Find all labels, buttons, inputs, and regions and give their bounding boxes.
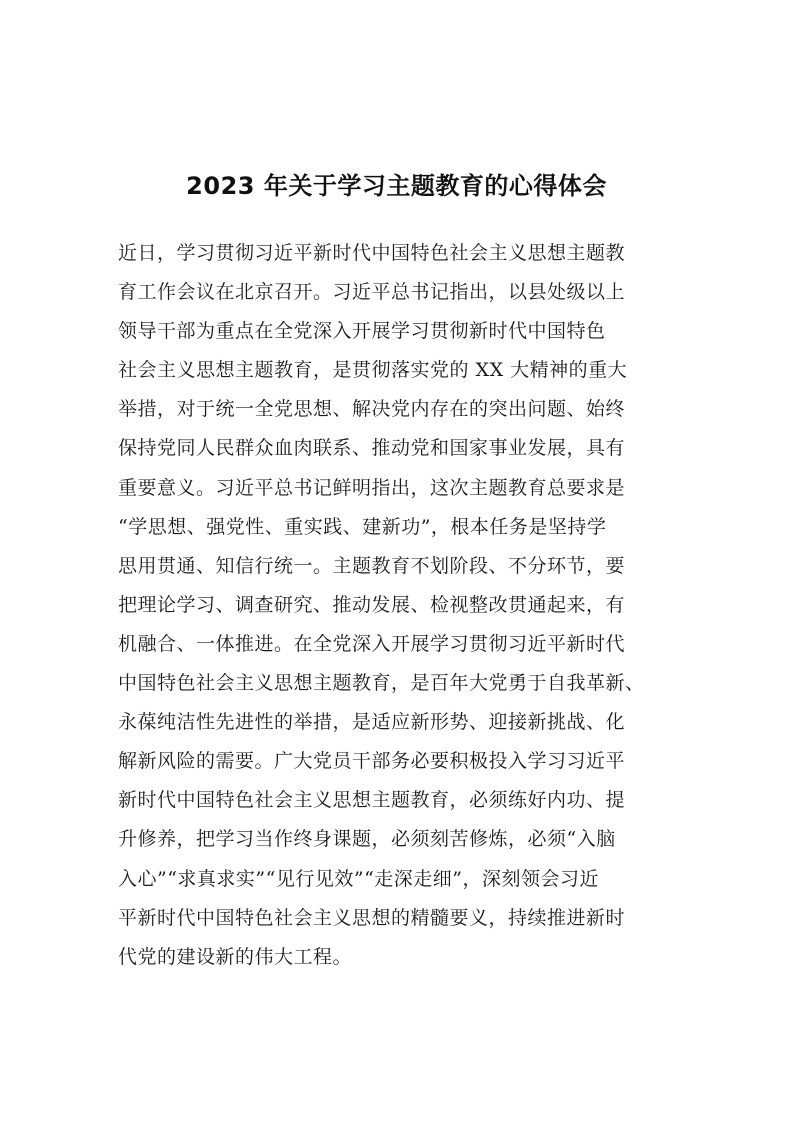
body-line: 社会主义思想主题教育，是贯彻落实党的 XX 大精神的重大 <box>118 359 628 382</box>
body-line: 中国特色社会主义思想主题教育，是百年大党勇于自我革新、 <box>118 672 645 695</box>
body-line: 升修养，把学习当作终身课题，必须刻苦修炼，必须“入脑 <box>118 828 616 851</box>
body-line: 保持党同人民群众血肉联系、推动党和国家事业发展，具有 <box>118 437 626 460</box>
body-line: 领导干部为重点在全党深入开展学习贯彻新时代中国特色 <box>118 320 606 343</box>
body-line: 把理论学习、调查研究、推动发展、检视整改贯通起来，有 <box>118 593 626 616</box>
document-body <box>118 234 682 977</box>
body-line: 机融合、一体推进。在全党深入开展学习贯彻习近平新时代 <box>118 632 626 655</box>
body-line: 举措，对于统一全党思想、解决党内存在的突出问题、始终 <box>118 398 626 421</box>
body-line: “学思想、强党性、重实践、建新功”，根本任务是坚持学 <box>118 515 607 538</box>
body-line: 新时代中国特色社会主义思想主题教育，必须练好内功、提 <box>118 789 626 812</box>
body-line: 入心”“求真求实”“见行见效”“走深走细”，深刻领会习近 <box>118 867 599 890</box>
body-line: 解新风险的需要。广大党员干部务必要积极投入学习习近平 <box>118 750 626 773</box>
body-line: 思用贯通、知信行统一。主题教育不划阶段、不分环节，要 <box>118 554 626 577</box>
document-title: 2023 年关于学习主题教育的心得体会 <box>186 172 607 200</box>
body-line: 育工作会议在北京召开。习近平总书记指出，以县处级以上 <box>118 281 626 304</box>
body-line: 代党的建设新的伟大工程。 <box>118 945 353 968</box>
body-line: 重要意义。习近平总书记鲜明指出，这次主题教育总要求是 <box>118 476 626 499</box>
body-line: 永葆纯洁性先进性的举措，是适应新形势、迎接新挑战、化 <box>118 711 626 734</box>
body-line: 平新时代中国特色社会主义思想的精髓要义，持续推进新时 <box>118 906 626 929</box>
body-line: 近日，学习贯彻习近平新时代中国特色社会主义思想主题教 <box>118 242 626 264</box>
